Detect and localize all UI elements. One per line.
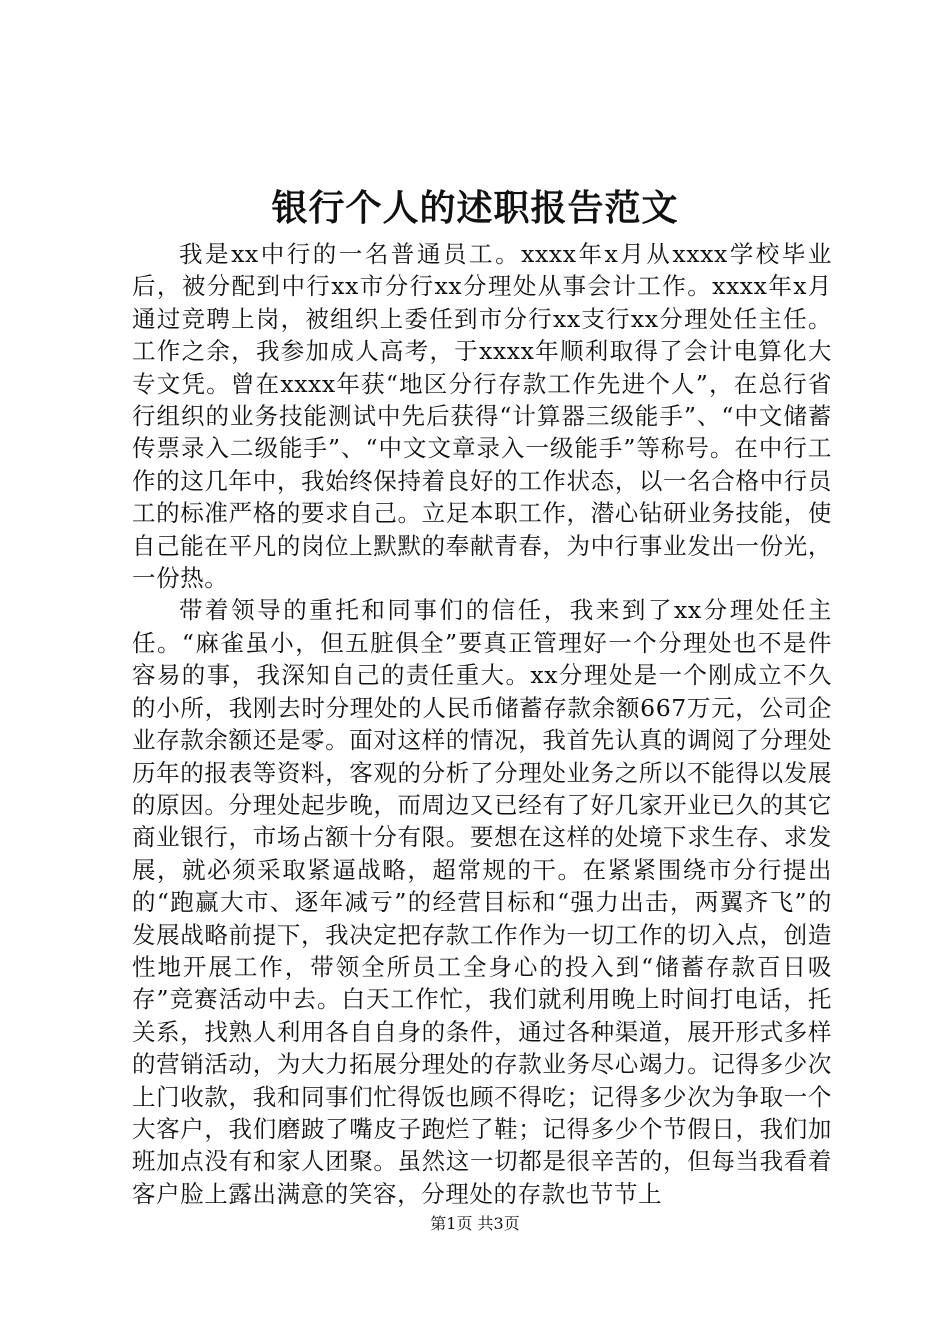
document-body: [132, 238, 832, 1210]
page-number-footer: 第1页 共3页: [430, 1214, 520, 1233]
paragraph-2: 带着领导的重托和同事们的信任，我来到了xx分理处任主任。“麻雀虽小，但五脏俱全”要真正管理好一个分理处也不是件容易的事，我深知自己的责任重大。xx分理处是一个刚成立不久的小所，我刚去时分理处的人民币储蓄存款余额667万元，公司企业存款余额还是零。面对这样的情况，我首先认真的调阅了分理处历年的报表等资料，客观的分析了分理处业务之所以不能得以发展的原因。分理处起步晚，而周边又已经有了好几家开业已久的其它商业银行，市场占额十分有限。要想在这样的处境下求生存、求发展，就必须采取紧逼战略，超常规的干。在紧紧围绕市分行提出的“跑赢大市、逐年减亏”的经营目标和“强力出击，两翼齐飞”的发展战略前提下，我决定把存款工作作为一切工作的切入点，创造性地开展工作，带领全所员工全身心的投入到“储蓄存款百日吸存”竞赛活动中去。白天工作忙，我们就利用晚上时间打电话，托关系，找熟人利用各自自身的条件，通过各种渠道，展开形式多样的营销活动，为大力拓展分理处的存款业务尽心竭力。记得多少次上门收款，我和同事们忙得饭也顾不得吃；记得多少次为争取一个大客户，我们磨跛了嘴皮子跑烂了鞋；记得多少个节假日，我们加班加点没有和家人团聚。虽然这一切都是很辛苦的，但每当我看着客户脸上露出满意的笑容，分理处的存款也节节上: [132, 596, 832, 1208]
document-title: 银行个人的述职报告范文: [271, 187, 679, 229]
paragraph-1: 我是xx中行的一名普通员工。xxxx年x月从xxxx学校毕业后，被分配到中行xx市分行xx分理处从事会计工作。xxxx年x月通过竞聘上岗，被组织上委任到市分行xx支行xx分理处任主任。工作之余，我参加成人高考，于xxxx年顺利取得了会计电算化大专文凭。曾在xxxx年获“地区分行存款工作先进个人”，在总行省行组织的业务技能测试中先后获得“计算器三级能手”、“中文储蓄传票录入二级能手”、“中文文章录入一级能手”等称号。在中行工作的这几年中，我始终保持着良好的工作状态，以一名合格中行员工的标准严格的要求自己。立足本职工作，潜心钻研业务技能，使自己能在平凡的岗位上默默的奉献青春，为中行事业发出一份光，一份热。: [132, 240, 832, 593]
